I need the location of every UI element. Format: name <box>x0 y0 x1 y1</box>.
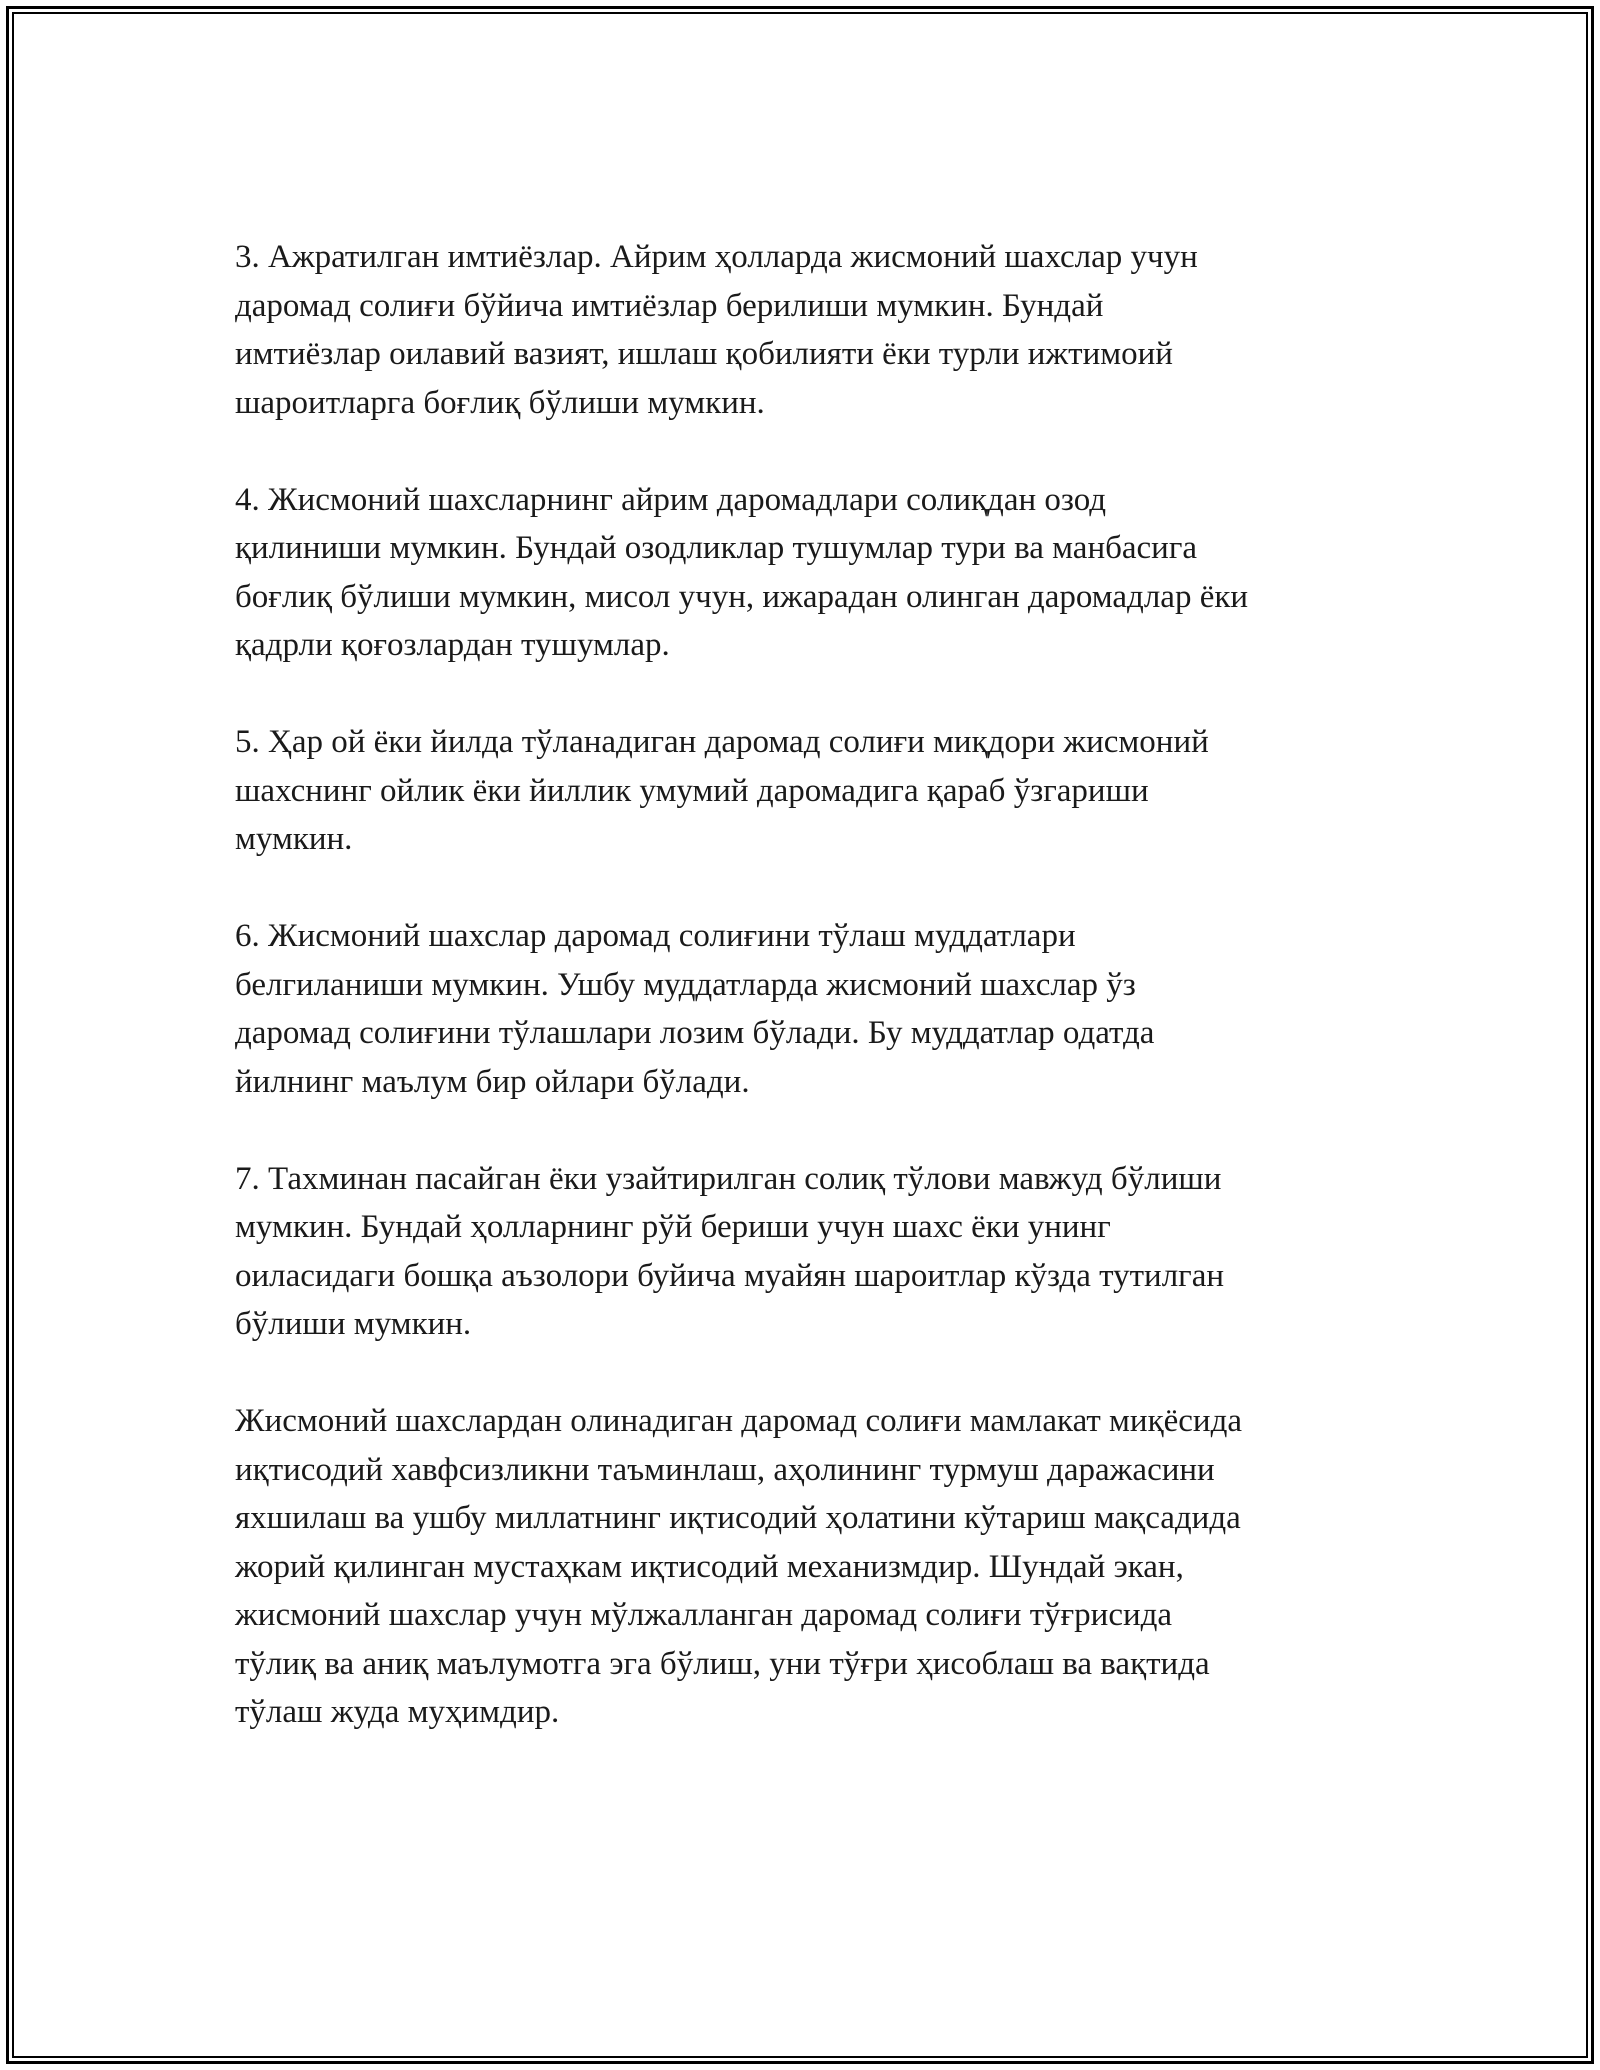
paragraph-item-5 <box>235 718 1395 864</box>
text-line: белгиланиши мумкин. Ушбу муддатларда жисмоний шахслар ўз <box>235 966 1136 1003</box>
text-line: бўлиши мумкин. <box>235 1306 472 1342</box>
text-line: яхшилаш ва ушбу миллатнинг иқтисодий ҳолатини кўтариш мақсадида <box>235 1500 1241 1536</box>
text-line: иқтисодий хавфсизликни таъминлаш, аҳолининг турмуш даражасини <box>235 1451 1215 1488</box>
text-line: шахснинг ойлик ёки йиллик умумий даромадига қараб ўзгариши <box>235 772 1149 809</box>
text-line: 6. Жисмоний шахслар даромад солиғини тўлаш муддатлари <box>235 918 1076 954</box>
text-line: жисмоний шахслар учун мўлжалланган даромад солиғи тўғрисида <box>235 1597 1173 1633</box>
text-line: жорий қилинган мустаҳкам иқтисодий механизмдир. Шундай экан, <box>235 1548 1184 1585</box>
text-line: боғлиқ бўлиши мумкин, мисол учун, ижарадан олинган даромадлар ёки <box>235 578 1249 615</box>
text-line: даромад солиғи бўйича имтиёзлар берилиши мумкин. Бундай <box>235 287 1104 324</box>
text-line: мумкин. <box>235 821 353 857</box>
text-line: оиласидаги бошқа аъзолори буйича муайян шароитлар кўзда тутилган <box>235 1257 1225 1294</box>
paragraph-item-3 <box>235 233 1395 427</box>
text-line: 3. Ажратилган имтиёзлар. Айрим ҳолларда жисмоний шахслар учун <box>235 239 1198 275</box>
paragraph-conclusion <box>235 1397 1395 1737</box>
document-body <box>235 233 1395 1785</box>
text-line: тўлаш жуда муҳимдир. <box>235 1694 560 1730</box>
paragraph-item-4 <box>235 476 1395 670</box>
text-line: даромад солиғини тўлашлари лозим бўлади. Бу муддатлар одатда <box>235 1015 1155 1051</box>
text-line: Жисмоний шахслардан олинадиган даромад солиғи мамлакат миқёсида <box>235 1403 1243 1439</box>
text-line: тўлиқ ва аниқ маълумотга эга бўлиш, уни тўғри ҳисоблаш ва вақтида <box>235 1645 1210 1682</box>
paragraph-item-6 <box>235 912 1395 1106</box>
text-line: қилиниши мумкин. Бундай озодликлар тушумлар тури ва манбасига <box>235 530 1198 566</box>
text-line: 4. Жисмоний шахсларнинг айрим даромадлари солиқдан озод <box>235 481 1107 518</box>
paragraph-item-7 <box>235 1155 1395 1349</box>
text-line: қадрли қоғозлардан тушумлар. <box>235 627 670 663</box>
text-line: шароитларга боғлиқ бўлиши мумкин. <box>235 384 765 421</box>
text-line: имтиёзлар оилавий вазият, ишлаш қобилияти ёки турли ижтимоий <box>235 336 1173 372</box>
text-line: 5. Ҳар ой ёки йилда тўланадиган даромад солиғи миқдори жисмоний <box>235 724 1209 760</box>
text-line: йилнинг маълум бир ойлари бўлади. <box>235 1063 750 1100</box>
text-line: мумкин. Бундай ҳолларнинг рўй бериши учун шахс ёки унинг <box>235 1209 1111 1245</box>
text-line: 7. Тахминан пасайган ёки узайтирилган солиқ тўлови мавжуд бўлиши <box>235 1160 1222 1197</box>
